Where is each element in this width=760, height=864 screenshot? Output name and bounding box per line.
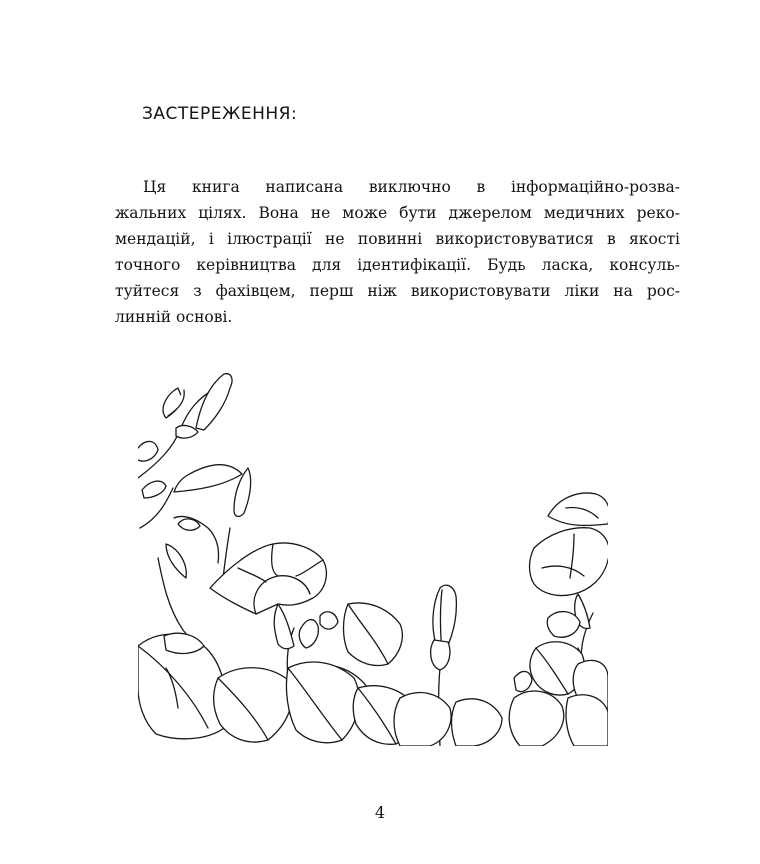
disclaimer-heading: ЗАСТЕРЕЖЕННЯ: [142, 104, 298, 124]
bud-icon [514, 671, 532, 691]
leaf-icon [394, 693, 451, 746]
leaf-icon [142, 481, 166, 498]
page-number: 4 [374, 803, 386, 822]
bud-icon [176, 425, 198, 438]
tall-bud-icon [431, 585, 457, 670]
leaf-icon [138, 441, 158, 461]
leaf-icon [452, 699, 503, 746]
leaf-icon [166, 544, 186, 578]
paragraph-line: туйтеся з фахівцем, перш ніж використовувати ліки на рос- [115, 282, 680, 300]
paragraph-line: Ця книга написана виключно в інформаційно-розва- [143, 178, 680, 196]
disclaimer-paragraph [115, 174, 680, 330]
morning-glory-illustration [138, 368, 608, 746]
leaf-icon [320, 612, 338, 629]
leaf-icon [344, 603, 403, 666]
paragraph-line: точного керівництва для ідентифікації. Будь ласка, консуль- [115, 256, 680, 274]
leaf-icon [164, 633, 204, 653]
leaf-icon [174, 465, 242, 492]
paragraph-line: жальних цілях. Вона не може бути джерелом медичних реко- [115, 204, 680, 222]
leaf-icon [566, 695, 608, 746]
leaf-icon [509, 691, 564, 746]
leaf-icon [547, 612, 580, 638]
bud-icon [196, 374, 232, 430]
leaf-icon [286, 662, 358, 743]
bud-icon [299, 620, 318, 648]
flower-icon [548, 493, 608, 526]
paragraph-line: мендацій, і ілюстрації не повинні використовуватися в якості [115, 230, 680, 248]
paragraph-line: линній основі. [115, 308, 233, 326]
leaf-icon [214, 668, 292, 742]
